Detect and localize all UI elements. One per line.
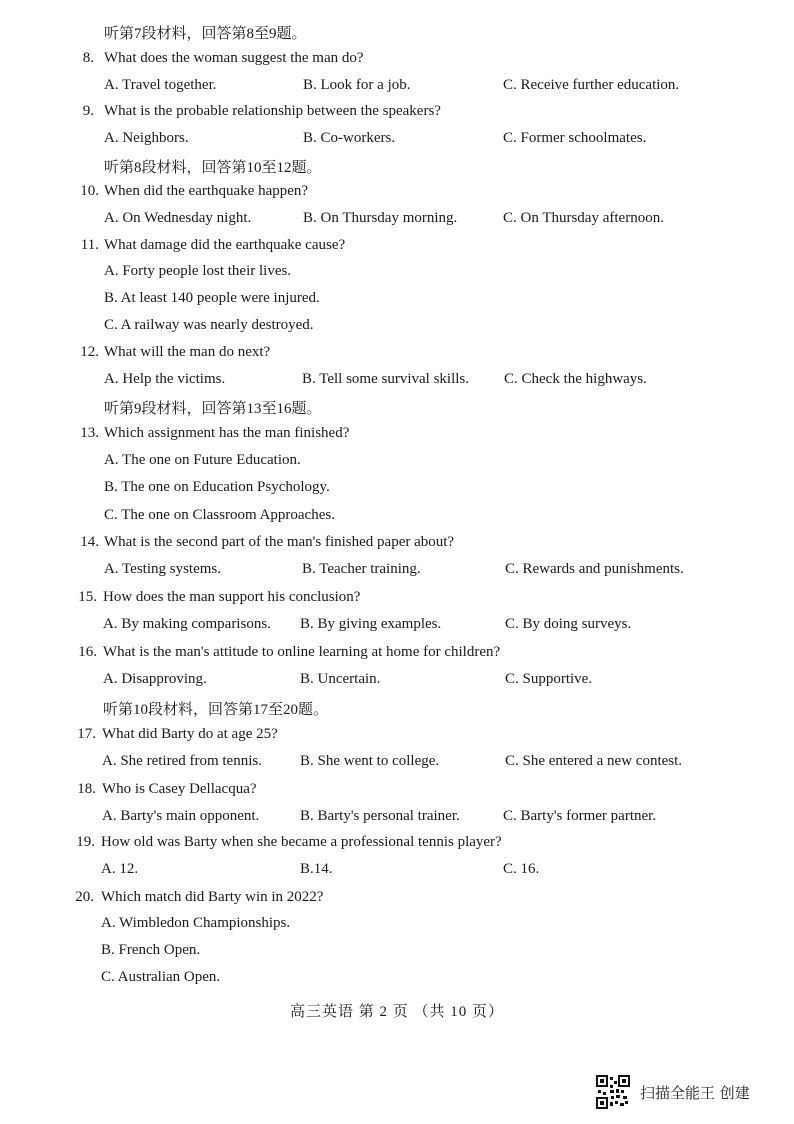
question-number: 20. [75, 889, 94, 905]
question-20 [0, 889, 794, 915]
question-text: What will the man do next? [104, 344, 271, 360]
question-number: 14. [80, 534, 99, 550]
option-a: A. Travel together. [104, 77, 217, 93]
question-14 [0, 534, 794, 560]
option-a: A. Neighbors. [104, 130, 189, 146]
options-9 [0, 130, 794, 156]
option-b: B. By giving examples. [300, 616, 442, 632]
section-header-8: 听第8段材料，回答第10至12题。 [104, 160, 322, 176]
option-a: A. Help the victims. [104, 371, 226, 387]
question-text: When did the earthquake happen? [104, 183, 309, 199]
option-b: B.14. [300, 861, 333, 877]
option-b: B. Barty's personal trainer. [300, 808, 460, 824]
option-c: C. Australian Open. [101, 969, 221, 985]
option-a: A. The one on Future Education. [104, 452, 301, 468]
options-8 [0, 77, 794, 103]
option-20-c [0, 969, 794, 995]
option-11-b [0, 290, 794, 316]
question-number: 8. [82, 50, 94, 66]
question-number: 9. [82, 103, 94, 119]
option-b: B. Co-workers. [303, 130, 396, 146]
option-b: B. At least 140 people were injured. [104, 290, 320, 306]
question-9 [0, 103, 794, 129]
option-a: A. Forty people lost their lives. [104, 263, 292, 279]
option-13-b [0, 479, 794, 505]
options-19 [0, 861, 794, 887]
question-18 [0, 781, 794, 807]
option-a: A. She retired from tennis. [102, 753, 262, 769]
option-c: C. 16. [503, 861, 540, 877]
question-number: 17. [77, 726, 96, 742]
question-16 [0, 644, 794, 670]
question-10 [0, 183, 794, 209]
options-14 [0, 561, 794, 587]
options-15 [0, 616, 794, 642]
option-c: C. Former schoolmates. [503, 130, 647, 146]
question-11 [0, 237, 794, 263]
scanner-watermark: 扫描全能王 创建 [640, 1084, 750, 1102]
question-number: 11. [80, 237, 99, 253]
option-20-b [0, 942, 794, 968]
question-text: What does the woman suggest the man do? [104, 50, 364, 66]
question-number: 18. [77, 781, 96, 797]
question-number: 19. [76, 834, 95, 850]
question-number: 13. [80, 425, 99, 441]
option-c: C. A railway was nearly destroyed. [104, 317, 314, 333]
option-c: C. Barty's former partner. [503, 808, 657, 824]
section-header-10: 听第10段材料，回答第17至20题。 [103, 702, 329, 718]
question-8 [0, 50, 794, 76]
section-header-9: 听第9段材料，回答第13至16题。 [104, 401, 322, 417]
option-b: B. Look for a job. [303, 77, 411, 93]
options-10 [0, 210, 794, 236]
option-b: B. French Open. [101, 942, 201, 958]
option-a: A. On Wednesday night. [104, 210, 252, 226]
question-number: 15. [78, 589, 97, 605]
option-a: A. By making comparisons. [103, 616, 271, 632]
option-c: C. Supportive. [505, 671, 593, 687]
question-text: What damage did the earthquake cause? [104, 237, 346, 253]
option-13-c [0, 507, 794, 533]
option-c: C. On Thursday afternoon. [503, 210, 664, 226]
question-13 [0, 425, 794, 451]
option-b: B. She went to college. [300, 753, 440, 769]
question-number: 10. [80, 183, 99, 199]
option-b: B. Teacher training. [302, 561, 421, 577]
question-text: How does the man support his conclusion? [103, 589, 361, 605]
option-a: A. Disapproving. [103, 671, 207, 687]
options-12 [0, 371, 794, 397]
qr-code-icon [596, 1075, 630, 1109]
option-a: A. 12. [101, 861, 139, 877]
question-text: How old was Barty when she became a professional tennis player? [101, 834, 502, 850]
options-16 [0, 671, 794, 697]
option-b: B. Uncertain. [300, 671, 381, 687]
option-13-a [0, 452, 794, 478]
option-11-a [0, 263, 794, 289]
option-b: B. On Thursday morning. [303, 210, 458, 226]
option-b: B. The one on Education Psychology. [104, 479, 330, 495]
question-15 [0, 589, 794, 615]
option-c: C. By doing surveys. [505, 616, 632, 632]
section-header-7: 听第7段材料，回答第8至9题。 [104, 26, 307, 42]
option-c: C. Rewards and punishments. [505, 561, 684, 577]
question-number: 12. [80, 344, 99, 360]
options-18 [0, 808, 794, 834]
option-b: B. Tell some survival skills. [302, 371, 470, 387]
option-c: C. The one on Classroom Approaches. [104, 507, 335, 523]
question-text: What is the probable relationship between the speakers? [104, 103, 441, 119]
question-number: 16. [78, 644, 97, 660]
option-c: C. Receive further education. [503, 77, 680, 93]
question-19 [0, 834, 794, 860]
option-a: A. Testing systems. [104, 561, 222, 577]
question-text: What is the man's attitude to online learning at home for children? [103, 644, 501, 660]
question-text: Which assignment has the man finished? [104, 425, 350, 441]
question-12 [0, 344, 794, 370]
question-text: What did Barty do at age 25? [102, 726, 278, 742]
option-20-a [0, 915, 794, 941]
option-c: C. She entered a new contest. [505, 753, 683, 769]
page-footer: 高三英语 第 2 页 （共 10 页） [289, 1004, 504, 1020]
question-text: Who is Casey Dellacqua? [102, 781, 257, 797]
question-text: What is the second part of the man's finished paper about? [104, 534, 455, 550]
question-text: Which match did Barty win in 2022? [101, 889, 324, 905]
option-a: A. Barty's main opponent. [102, 808, 260, 824]
option-c: C. Check the highways. [504, 371, 647, 387]
question-17 [0, 726, 794, 752]
option-a: A. Wimbledon Championships. [101, 915, 291, 931]
options-17 [0, 753, 794, 779]
option-11-c [0, 317, 794, 343]
